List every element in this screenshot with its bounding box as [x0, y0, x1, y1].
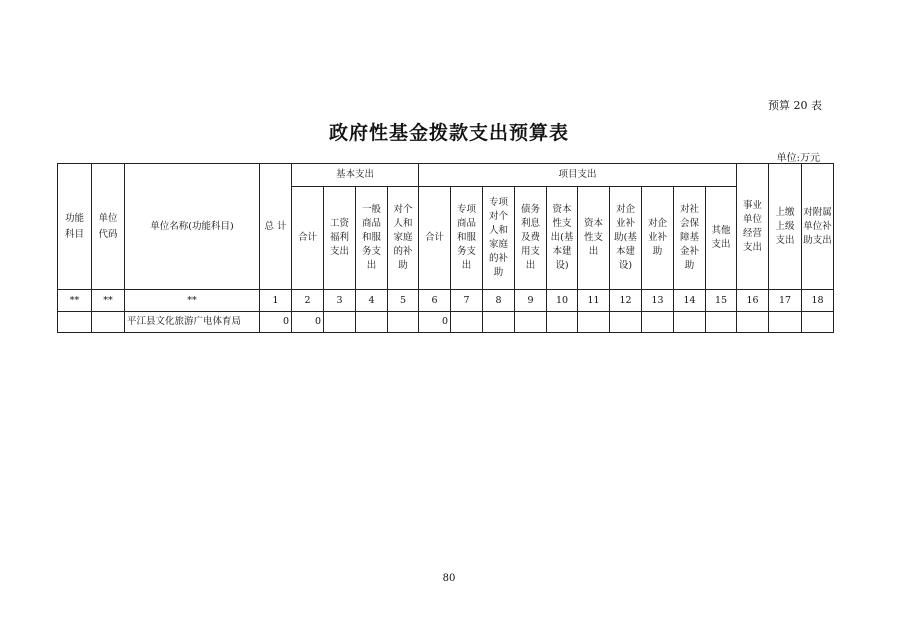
header-unit-code: 单位 代码: [92, 164, 125, 290]
code-cell: **: [92, 290, 125, 312]
header-project-subtotal: 合计: [419, 187, 451, 290]
code-cell: 9: [515, 290, 547, 312]
code-cell: 13: [642, 290, 674, 312]
header-total: 总 计: [260, 164, 292, 290]
code-cell: **: [58, 290, 92, 312]
row-project-subtotal: 0: [419, 312, 451, 333]
header-project-enterprise-build: 对企 业补 助(基 本建 设): [610, 187, 642, 290]
header-project-capital: 资本 性支 出: [578, 187, 610, 290]
row-cell: [578, 312, 610, 333]
row-cell: [356, 312, 388, 333]
row-basic-subtotal: 0: [292, 312, 324, 333]
table-number: 预算 20 表: [768, 99, 822, 112]
row-cell: [706, 312, 737, 333]
page-title: 政府性基金拨款支出预算表: [328, 122, 569, 144]
header-project-individuals: 专项 对个 人和 家庭 的补 助: [483, 187, 515, 290]
row-unit-name: 平江县文化旅游广电体育局: [125, 312, 260, 333]
header-superior: 上缴 上级 支出: [769, 164, 802, 290]
row-total: 0: [260, 312, 292, 333]
row-cell: [324, 312, 356, 333]
code-cell: 12: [610, 290, 642, 312]
header-project-social: 对社 会保 障基 金补 助: [674, 187, 706, 290]
header-basic-group: 基本支出: [292, 164, 419, 187]
code-cell: **: [125, 290, 260, 312]
row-cell: [547, 312, 578, 333]
header-unit-name: 单位名称(功能科目): [125, 164, 260, 290]
code-cell: 7: [451, 290, 483, 312]
row-cell: [515, 312, 547, 333]
code-cell: 10: [547, 290, 578, 312]
budget-table: [57, 163, 834, 333]
row-func-subject: [58, 312, 92, 333]
code-cell: 14: [674, 290, 706, 312]
header-basic-individuals: 对个 人和 家庭 的补 助: [388, 187, 419, 290]
code-row: [58, 290, 834, 312]
header-basic-subtotal: 合计: [292, 187, 324, 290]
row-unit-code: [92, 312, 125, 333]
code-cell: 8: [483, 290, 515, 312]
header-business: 事业 单位 经营 支出: [737, 164, 769, 290]
header-basic-wages: 工资 福利 支出: [324, 187, 356, 290]
header-project-group: 项目支出: [419, 164, 737, 187]
table-row: [58, 312, 834, 333]
code-cell: 16: [737, 290, 769, 312]
row-cell: [769, 312, 802, 333]
page-number: 80: [442, 573, 456, 584]
code-cell: 4: [356, 290, 388, 312]
header-basic-goods: 一般 商品 和服 务支 出: [356, 187, 388, 290]
code-cell: 1: [260, 290, 292, 312]
code-cell: 11: [578, 290, 610, 312]
header-project-capital-build: 资本 性支 出(基 本建 设): [547, 187, 578, 290]
code-cell: 15: [706, 290, 737, 312]
code-cell: 6: [419, 290, 451, 312]
code-cell: 2: [292, 290, 324, 312]
row-cell: [737, 312, 769, 333]
row-cell: [388, 312, 419, 333]
header-project-other: 其他 支出: [706, 187, 737, 290]
code-cell: 17: [769, 290, 802, 312]
row-cell: [610, 312, 642, 333]
row-cell: [674, 312, 706, 333]
row-cell: [451, 312, 483, 333]
row-cell: [802, 312, 834, 333]
code-cell: 3: [324, 290, 356, 312]
header-project-enterprise: 对企 业补 助: [642, 187, 674, 290]
row-cell: [483, 312, 515, 333]
unit-label: 单位:万元: [776, 153, 820, 164]
header-func-subject: 功能 科目: [58, 164, 92, 290]
code-cell: 5: [388, 290, 419, 312]
code-cell: 18: [802, 290, 834, 312]
header-subsidiary: 对附属 单位补 助支出: [802, 164, 834, 290]
row-cell: [642, 312, 674, 333]
header-project-goods: 专项 商品 和服 务支 出: [451, 187, 483, 290]
header-project-debt: 债务 利息 及费 用支 出: [515, 187, 547, 290]
